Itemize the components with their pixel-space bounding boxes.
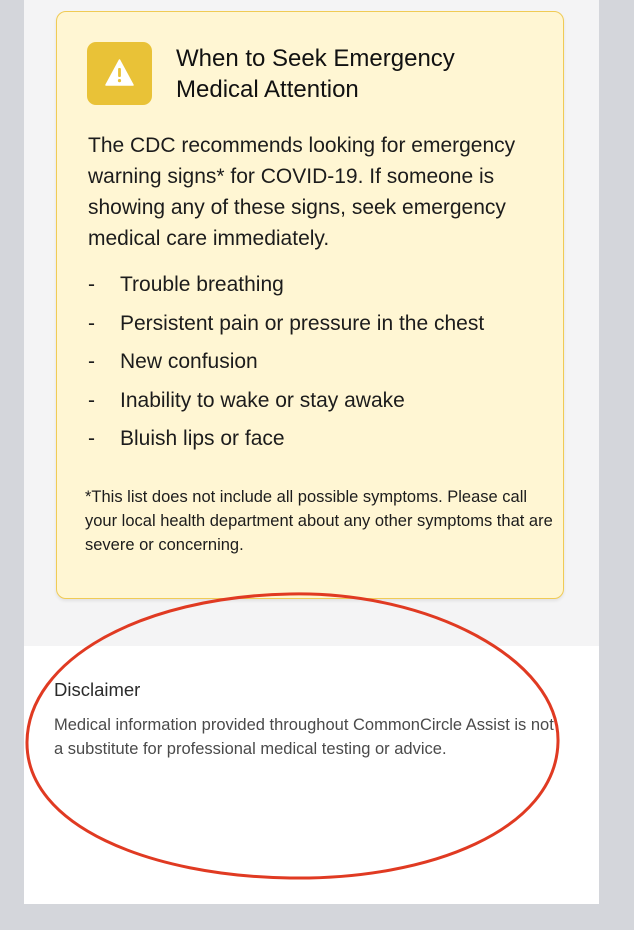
list-item-text: Inability to wake or stay awake	[120, 388, 405, 412]
disclaimer-text: Medical information provided throughout CommonCircle Assist is not a substitute for professional medical testing or advice.	[54, 716, 554, 758]
list-bullet: -	[88, 350, 95, 374]
list-item	[88, 385, 548, 424]
list-item	[88, 269, 548, 308]
card-footnote: *This list does not include all possible symptoms. Please call your local health department about any other symptoms that are severe or concerning.	[85, 488, 553, 554]
list-item-text: Trouble breathing	[120, 273, 284, 296]
list-item	[88, 423, 548, 462]
emergency-warning-card	[56, 11, 564, 599]
list-item	[88, 308, 548, 347]
warning-badge	[87, 42, 152, 105]
list-bullet: -	[88, 311, 95, 335]
warning-triangle-icon	[105, 59, 134, 86]
list-bullet: -	[88, 427, 95, 451]
disclaimer-title: Disclaimer	[54, 679, 141, 700]
list-item-text: Bluish lips or face	[120, 427, 285, 451]
list-item	[88, 346, 548, 385]
content-area	[24, 0, 599, 646]
app-screen	[24, 0, 599, 904]
list-bullet: -	[88, 273, 95, 296]
list-bullet: -	[88, 388, 95, 412]
card-intro-text: The CDC recommends looking for emergency warning signs* for COVID-19. If someone is showing any of these signs, seek emergency medical care immediately.	[88, 134, 516, 250]
card-title: When to Seek Emergency Medical Attention	[176, 45, 455, 103]
list-item-text: New confusion	[120, 350, 258, 374]
list-item-text: Persistent pain or pressure in the chest	[120, 311, 485, 335]
warning-signs-list	[88, 269, 548, 462]
